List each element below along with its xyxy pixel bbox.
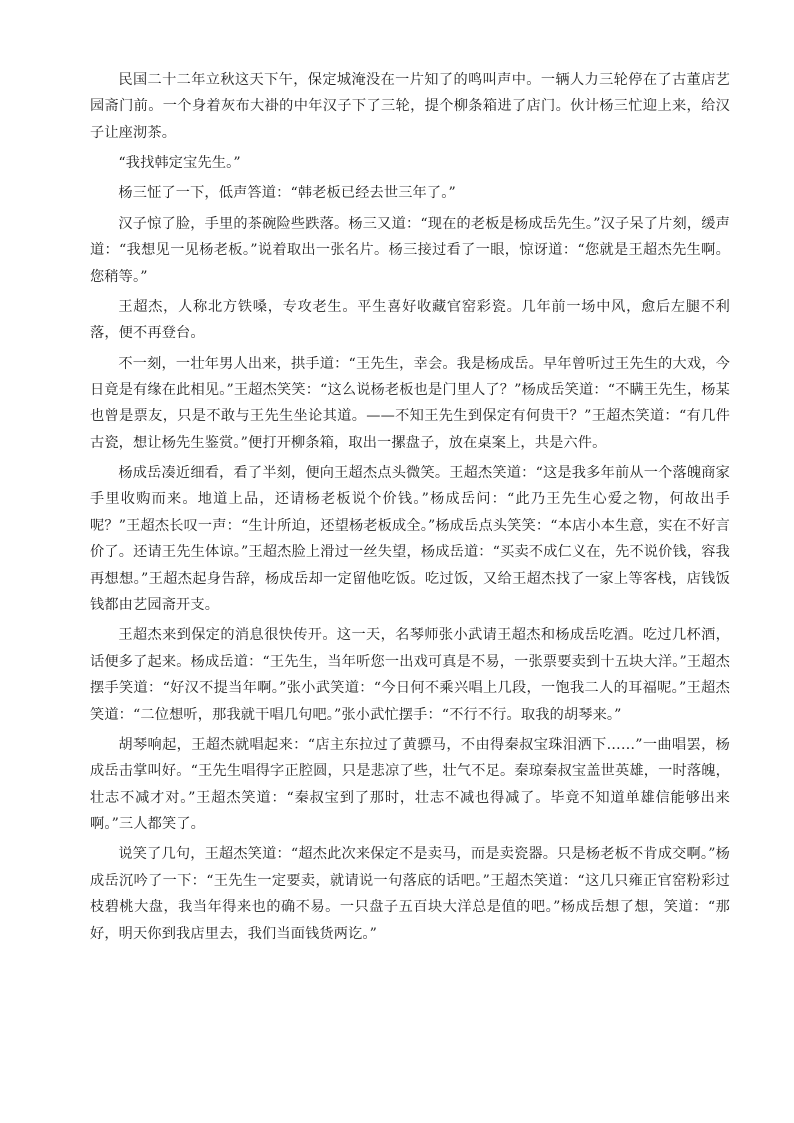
paragraph: 胡琴响起，王超杰就唱起来：“店主东拉过了黄骠马，不由得秦叔宝珠泪洒下……”一曲唱罢，杨成岳击掌叫好。“王先生唱得字正腔圆，只是悲凉了些，壮气不足。秦琼秦叔宝盖世英雄，一时落魄，壮志不减才对。”王超杰笑道：“秦叔宝到了那时，壮志不减也得减了。毕竟不知道单雄信能够出来啊。”三人都笑了。 [90, 736, 730, 833]
document-body [90, 67, 730, 951]
paragraph: 王超杰，人称北方铁嗓，专攻老生。平生喜好收藏官窑彩瓷。几年前一场中风，愈后左腿不利落，便不再登台。 [90, 298, 730, 342]
paragraph: 民国二十二年立秋这天下午，保定城淹没在一片知了的鸣叫声中。一辆人力三轮停在了古董店艺园斋门前。一个身着灰布大褂的中年汉子下了三轮，提个柳条箱进了店门。伙计杨三忙迎上来，给汉子让座沏茶。 [90, 72, 730, 141]
paragraph: 不一刻，一壮年男人出来，拱手道：“王先生，幸会。我是杨成岳。早年曾听过王先生的大戏，今日竟是有缘在此相见。”王超杰笑笑：“这么说杨老板也是门里人了？”杨成岳笑道：“不瞒王先生，杨某也曾是票友，只是不敢与王先生坐论其道。——不知王先生到保定有何贵干？”王超杰笑道：“有几件古瓷，想让杨先生鉴赏。”便打开柳条箱，取出一摞盘子，放在桌案上，共是六件。 [90, 355, 730, 451]
paragraph: “我找韩定宝先生。” [118, 155, 241, 172]
paragraph: 王超杰来到保定的消息很快传开。这一天，名琴师张小武请王超杰和杨成岳吃酒。吃过几杯酒，话便多了起来。杨成岳道：“王先生，当年听您一出戏可真是不易，一张票要卖到十五块大洋。”王超杰摆手笑道：“好汉不提当年啊。”张小武笑道：“今日何不乘兴唱上几段，一饱我二人的耳福呢。”王超杰笑道：“二位想听，那我就干唱几句吧。”张小武忙摆手：“不行不行。取我的胡琴来。” [90, 627, 730, 723]
paragraph: 杨三怔了一下，低声答道：“韩老板已经去世三年了。” [118, 185, 456, 202]
paragraph: 杨成岳凑近细看，看了半刻，便向王超杰点头微笑。王超杰笑道：“这是我多年前从一个落魄商家手里收购而来。地道上品，还请杨老板说个价钱。”杨成岳问：“此乃王先生心爱之物，何故出手呢？”王超杰长叹一声：“生计所迫，还望杨老板成全。”杨成岳点头笑笑：“本店小本生意，实在不好言价了。还请王先生体谅。”王超杰脸上滑过一丝失望，杨成岳道：“买卖不成仁义在，先不说价钱，容我再想想。”王超杰起身告辞，杨成岳却一定留他吃饭。吃过饭，又给王超杰找了一家上等客栈，店钱饭钱都由艺园斋开支。 [90, 465, 730, 614]
paragraph: 说笑了几句，王超杰笑道：“超杰此次来保定不是卖马，而是卖瓷器。只是杨老板不肯成交啊。”杨成岳沉吟了一下：“王先生一定要卖，就请说一句落底的话吧。”王超杰笑道：“这几只雍正官窑粉彩过枝碧桃大盘，我当年得来也的确不易。一只盘子五百块大洋总是值的吧。”杨成岳想了想，笑道：“那好，明天你到我店里去，我们当面钱货两讫。” [90, 846, 730, 942]
paragraph: 汉子惊了脸，手里的茶碗险些跌落。杨三又道：“现在的老板是杨成岳先生。”汉子呆了片刻，缓声道：“我想见一见杨老板。”说着取出一张名片。杨三接过看了一眼，惊讶道：“您就是王超杰先生啊。您稍等。” [90, 215, 730, 285]
